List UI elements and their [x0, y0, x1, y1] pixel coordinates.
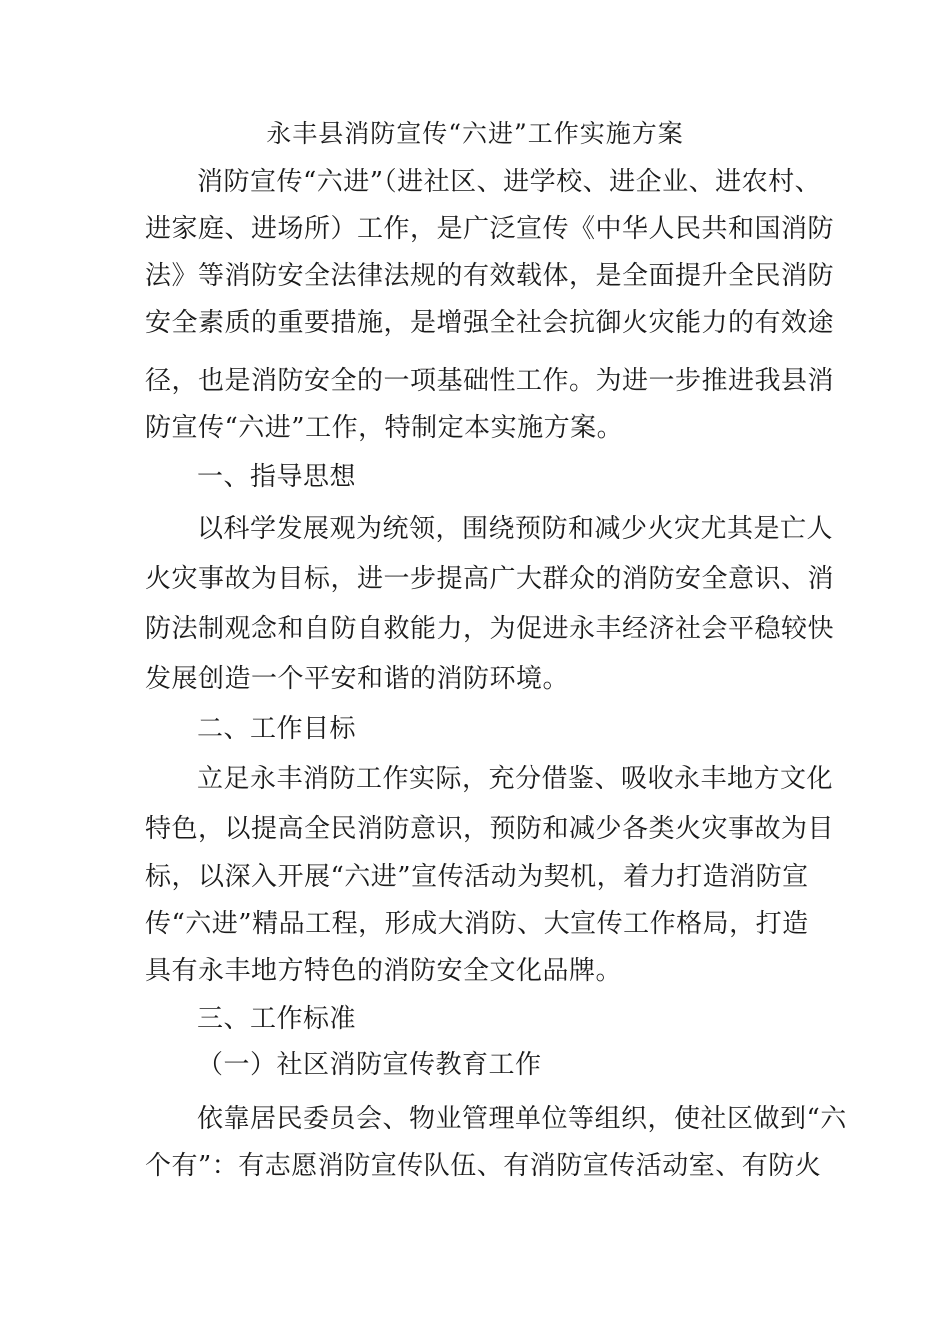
paragraph-line: 个有”：有志愿消防宣传队伍、有消防宣传活动室、有防火 — [145, 1151, 822, 1181]
paragraph-line: 法》等消防安全法律法规的有效载体，是全面提升全民消防 — [145, 261, 835, 291]
paragraph-line: 火灾事故为目标，进一步提高广大群众的消防安全意识、消 — [145, 564, 835, 594]
paragraph-line: 依靠居民委员会、物业管理单位等组织，使社区做到“六 — [197, 1104, 847, 1134]
paragraph-line: 进家庭、进场所）工作，是广泛宣传《中华人民共和国消防 — [145, 214, 835, 244]
section-heading: 三、工作标准 — [197, 1004, 357, 1034]
paragraph-line: 具有永丰地方特色的消防安全文化品牌。 — [145, 956, 623, 986]
paragraph-line: 立足永丰消防工作实际，充分借鉴、吸收永丰地方文化 — [197, 764, 834, 794]
document-title: 永丰县消防宣传“六进”工作实施方案 — [266, 119, 684, 148]
paragraph-line: 传“六进”精品工程，形成大消防、大宣传工作格局，打造 — [145, 909, 809, 939]
section-heading: 一、指导思想 — [197, 462, 357, 492]
paragraph-line: 发展创造一个平安和谐的消防环境。 — [145, 664, 570, 694]
paragraph-line: 标，以深入开展“六进”宣传活动为契机，着力打造消防宣 — [145, 862, 809, 892]
paragraph-line: 消防宣传“六进”（进社区、进学校、进企业、进农村、 — [197, 167, 822, 197]
paragraph-line: 防法制观念和自防自救能力，为促进永丰经济社会平稳较快 — [145, 614, 835, 644]
paragraph-line: 安全素质的重要措施，是增强全社会抗御火灾能力的有效途 — [145, 308, 835, 338]
paragraph-line: 径，也是消防安全的一项基础性工作。为进一步推进我县消 — [145, 366, 835, 396]
paragraph-line: 特色，以提高全民消防意识，预防和减少各类火灾事故为目 — [145, 814, 835, 844]
subsection-heading: （一）社区消防宣传教育工作 — [197, 1050, 542, 1080]
paragraph-line: 以科学发展观为统领，围绕预防和减少火灾尤其是亡人 — [197, 514, 834, 544]
paragraph-line: 防宣传“六进”工作，特制定本实施方案。 — [145, 413, 624, 443]
section-heading: 二、工作目标 — [197, 714, 357, 744]
